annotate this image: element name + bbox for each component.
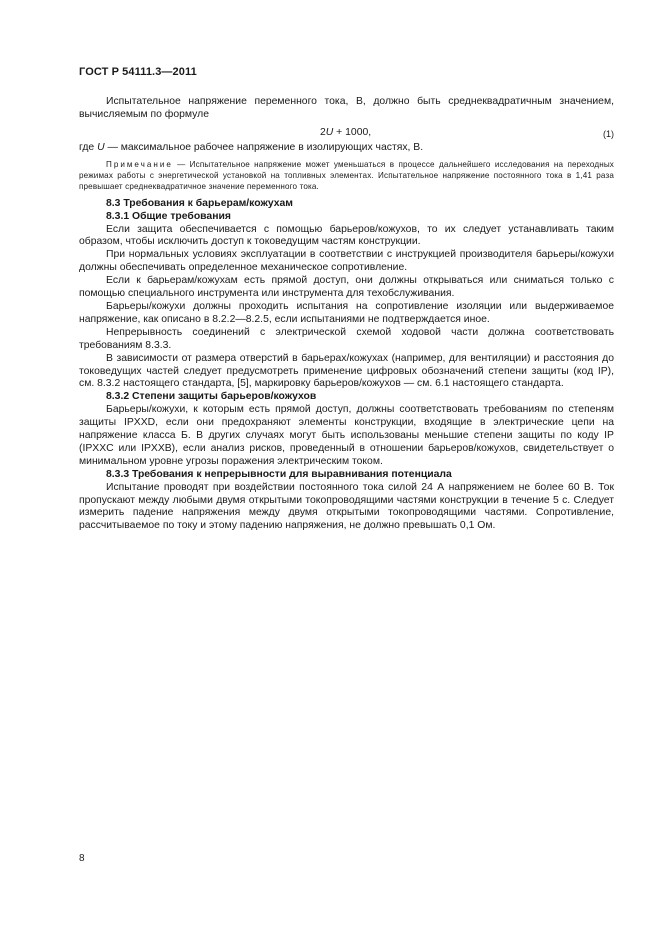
formula-variable: U	[325, 126, 334, 138]
paragraph: Непрерывность соединений с электрической схемой ходовой части должна соответствовать требованиям 8.3.3.	[79, 326, 614, 351]
paragraph: Барьеры/кожухи, к которым есть прямой доступ, должны соответствовать требованиям по степеням защиты IPXXD, если они предохраняют элементы конструкции, входящие в электрические цепи на напряжение класса Б. В других случаях могут быть использованы меньшие степени защиты по коду IP (IPXXC или IPXXB), если анализ рисков, проведенный в отношении барьеров/кожухов, свидетельствует о минимальном уровне угрозы поражения электрическим током.	[79, 404, 614, 467]
where-prefix: где	[79, 141, 98, 153]
paragraph: Испытание проводят при воздействии постоянного тока силой 24 А напряжением не более 60 В. Ток пропускают между любыми двумя открытыми токопроводящими частями конструкции в течение 5 с. Следует измерить падение напряжения между двумя открытыми токопроводящими частями. Сопротивление, рассчитываемое по току и этому падению напряжения, не должно превышать 0,1 Ом.	[79, 481, 614, 532]
formula-1	[79, 126, 614, 141]
subsection-heading-8-3-3: 8.3.3 Требования к непрерывности для выравнивания потенциала	[106, 468, 452, 480]
paragraph: В зависимости от размера отверстий в барьерах/кожухах (например, для вентиляции) и расстояния до токоведущих частей следует предусмотреть применение цифровых обозначений степени защиты (код IP), см. 8.3.2 настоящего стандарта, [5], маркировку барьеров/кожухов — см. 6.1 настоящего стандарта.	[79, 352, 614, 390]
formula-constant: + 1000,	[333, 126, 372, 138]
paragraph: Барьеры/кожухи должны проходить испытания на сопротивление изоляции или выдерживаемое напряжение, как описано в 8.2.2—8.2.5, если испытаниями не подтверждается иное.	[79, 300, 614, 325]
where-text: — максимальное рабочее напряжение в изолирующих частях, В.	[104, 141, 424, 153]
paragraph: Если к барьерам/кожухам есть прямой доступ, они должны открываться или сниматься только с помощью специального инструмента или инструмента для техобслуживания.	[79, 275, 614, 300]
intro-paragraph: Испытательное напряжение переменного тока, В, должно быть среднеквадратичным значением, вычисляемым по формуле	[79, 96, 614, 120]
paragraph: Если защита обеспечивается с помощью барьеров/кожухов, то их следует устанавливать таким образом, чтобы исключить доступ к токоведущим частям конструкции.	[79, 223, 614, 248]
page-number: 8	[79, 853, 85, 864]
note	[79, 159, 614, 192]
note-text: — Испытательное напряжение может уменьшаться в процессе дальнейшего исследования на переходных режимах работы с энергетической установкой на топливных элементах. Испытательное напряжение постоянного тока в 1,41 раза превышает среднеквадратичное значение переменного тока.	[79, 159, 614, 191]
subsection-heading-8-3-2: 8.3.2 Степени защиты барьеров/кожухов	[106, 391, 317, 403]
formula-expression	[320, 127, 371, 140]
note-label: Примечание	[106, 159, 173, 169]
subsection-heading-8-3-1: 8.3.1 Общие требования	[106, 210, 231, 222]
formula-coefficient: 2	[320, 126, 326, 138]
formula-number: (1)	[603, 128, 614, 139]
where-variable: U	[97, 141, 105, 153]
document-code-header: ГОСТ Р 54111.3—2011	[79, 66, 197, 78]
section-heading-8-3: 8.3 Требования к барьерам/кожухам	[106, 197, 293, 209]
paragraph: При нормальных условиях эксплуатации в соответствии с инструкцией производителя барьеры/кожухи должны обеспечивать определенное механическое сопротивление.	[79, 249, 614, 274]
page-body	[79, 96, 614, 533]
formula-definition	[79, 142, 614, 155]
